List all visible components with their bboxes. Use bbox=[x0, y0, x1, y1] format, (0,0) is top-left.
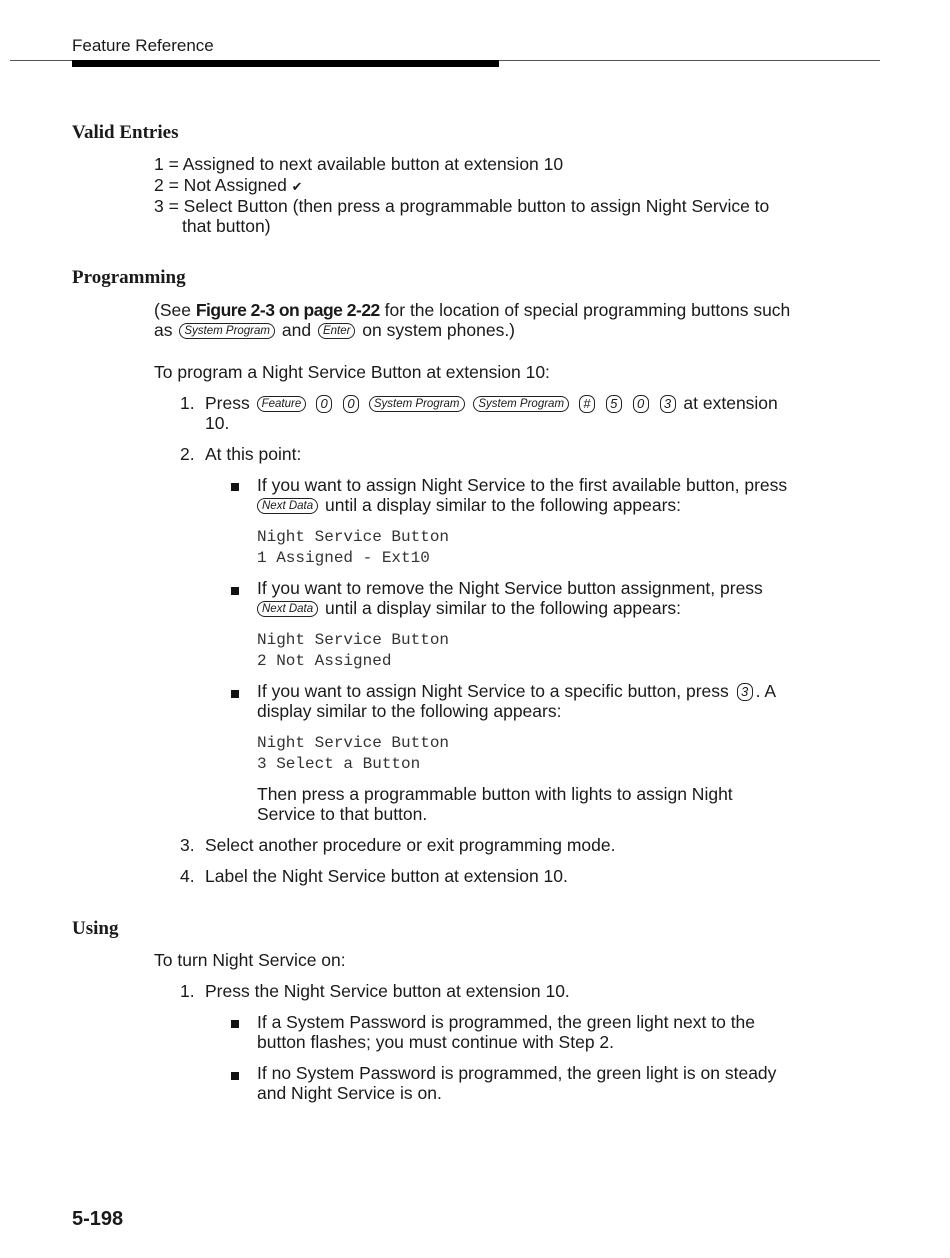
step-1-text bbox=[205, 393, 778, 414]
step-number: 3. bbox=[180, 835, 195, 855]
step-3-text: Select another procedure or exit programming mode. bbox=[205, 835, 616, 855]
using-step-1-text: Press the Night Service button at extension 10. bbox=[205, 981, 570, 1001]
step-text: Press bbox=[205, 393, 250, 413]
note-text: for the location of special programming buttons such bbox=[379, 300, 791, 320]
programming-note-line1 bbox=[154, 300, 790, 321]
checkmark-icon: ✔ bbox=[291, 179, 303, 194]
note-text: as bbox=[154, 320, 178, 340]
bullet-text: until a display similar to the following appears: bbox=[320, 495, 682, 515]
figure-reference: Figure 2-3 on page 2-22 bbox=[195, 300, 380, 320]
valid-entry-3-cont: that button) bbox=[182, 216, 271, 236]
digit-key: 0 bbox=[316, 395, 332, 413]
using-intro: To turn Night Service on: bbox=[154, 950, 346, 970]
enter-key: Enter bbox=[318, 323, 356, 339]
pound-key: # bbox=[579, 395, 595, 413]
bullet-3-line1 bbox=[257, 681, 776, 702]
bullet-icon bbox=[231, 483, 239, 491]
display-line: 1 Assigned - Ext10 bbox=[257, 549, 430, 567]
display-line: Night Service Button bbox=[257, 734, 450, 752]
bullet-text: . A bbox=[755, 681, 777, 701]
step-4-text: Label the Night Service button at extension 10. bbox=[205, 866, 568, 886]
note-text: on system phones.) bbox=[357, 320, 516, 340]
bullet-icon bbox=[231, 1072, 239, 1080]
then-line1: Then press a programmable button with lights to assign Night bbox=[257, 784, 733, 804]
step-2-text: At this point: bbox=[205, 444, 302, 464]
header-bar bbox=[72, 60, 499, 67]
feature-key: Feature bbox=[257, 396, 307, 412]
digit-key: 5 bbox=[606, 395, 622, 413]
step-1-cont: 10. bbox=[205, 413, 230, 433]
bullet-2-line1: If you want to remove the Night Service button assignment, press bbox=[257, 578, 763, 598]
programming-intro: To program a Night Service Button at extension 10: bbox=[154, 362, 550, 382]
display-line: Night Service Button bbox=[257, 631, 450, 649]
system-program-key: System Program bbox=[179, 323, 275, 339]
display-line: 3 Select a Button bbox=[257, 755, 421, 773]
step-number: 1. bbox=[180, 393, 195, 413]
page-number: 5-198 bbox=[72, 1208, 124, 1230]
bullet-icon bbox=[231, 1020, 239, 1028]
using-bullet-2-line1: If no System Password is programmed, the green light is on steady bbox=[257, 1063, 777, 1083]
bullet-1-line1: If you want to assign Night Service to the first available button, press bbox=[257, 475, 788, 495]
valid-entry-3: 3 = Select Button (then press a programmable button to assign Night Service to bbox=[154, 196, 770, 216]
step-number: 4. bbox=[180, 866, 195, 886]
then-line2: Service to that button. bbox=[257, 804, 428, 824]
using-bullet-1-line1: If a System Password is programmed, the green light next to the bbox=[257, 1012, 756, 1032]
running-header: Feature Reference bbox=[72, 36, 214, 55]
bullet-1-line2 bbox=[257, 495, 681, 516]
bullet-icon bbox=[231, 587, 239, 595]
valid-entry-1: 1 = Assigned to next available button at extension 10 bbox=[154, 154, 564, 174]
bullet-text: until a display similar to the following appears: bbox=[320, 598, 682, 618]
programming-heading: Programming bbox=[72, 267, 186, 288]
display-line: Night Service Button bbox=[257, 528, 450, 546]
bullet-icon bbox=[231, 690, 239, 698]
next-data-key: Next Data bbox=[257, 601, 318, 617]
step-text: at extension bbox=[683, 393, 778, 413]
digit-key: 3 bbox=[660, 395, 676, 413]
next-data-key: Next Data bbox=[257, 498, 318, 514]
step-number: 1. bbox=[180, 981, 195, 1001]
digit-key: 0 bbox=[343, 395, 359, 413]
note-text: (See bbox=[154, 300, 196, 320]
bullet-text: If you want to assign Night Service to a specific button, press bbox=[257, 681, 734, 701]
bullet-2-line2 bbox=[257, 598, 681, 619]
using-bullet-1-line2: button flashes; you must continue with Step 2. bbox=[257, 1032, 615, 1052]
valid-entries-heading: Valid Entries bbox=[72, 122, 179, 143]
note-text: and bbox=[277, 320, 316, 340]
digit-key: 0 bbox=[633, 395, 649, 413]
step-number: 2. bbox=[180, 444, 195, 464]
system-program-key: System Program bbox=[473, 396, 569, 412]
digit-key: 3 bbox=[737, 683, 753, 701]
using-bullet-2-line2: and Night Service is on. bbox=[257, 1083, 442, 1103]
display-line: 2 Not Assigned bbox=[257, 652, 392, 670]
valid-entry-2-text: 2 = Not Assigned bbox=[154, 175, 287, 195]
system-program-key: System Program bbox=[369, 396, 465, 412]
using-heading: Using bbox=[72, 918, 119, 939]
valid-entry-2 bbox=[154, 175, 303, 196]
programming-note-line2 bbox=[154, 320, 515, 341]
bullet-3-line2: display similar to the following appears: bbox=[257, 701, 562, 721]
